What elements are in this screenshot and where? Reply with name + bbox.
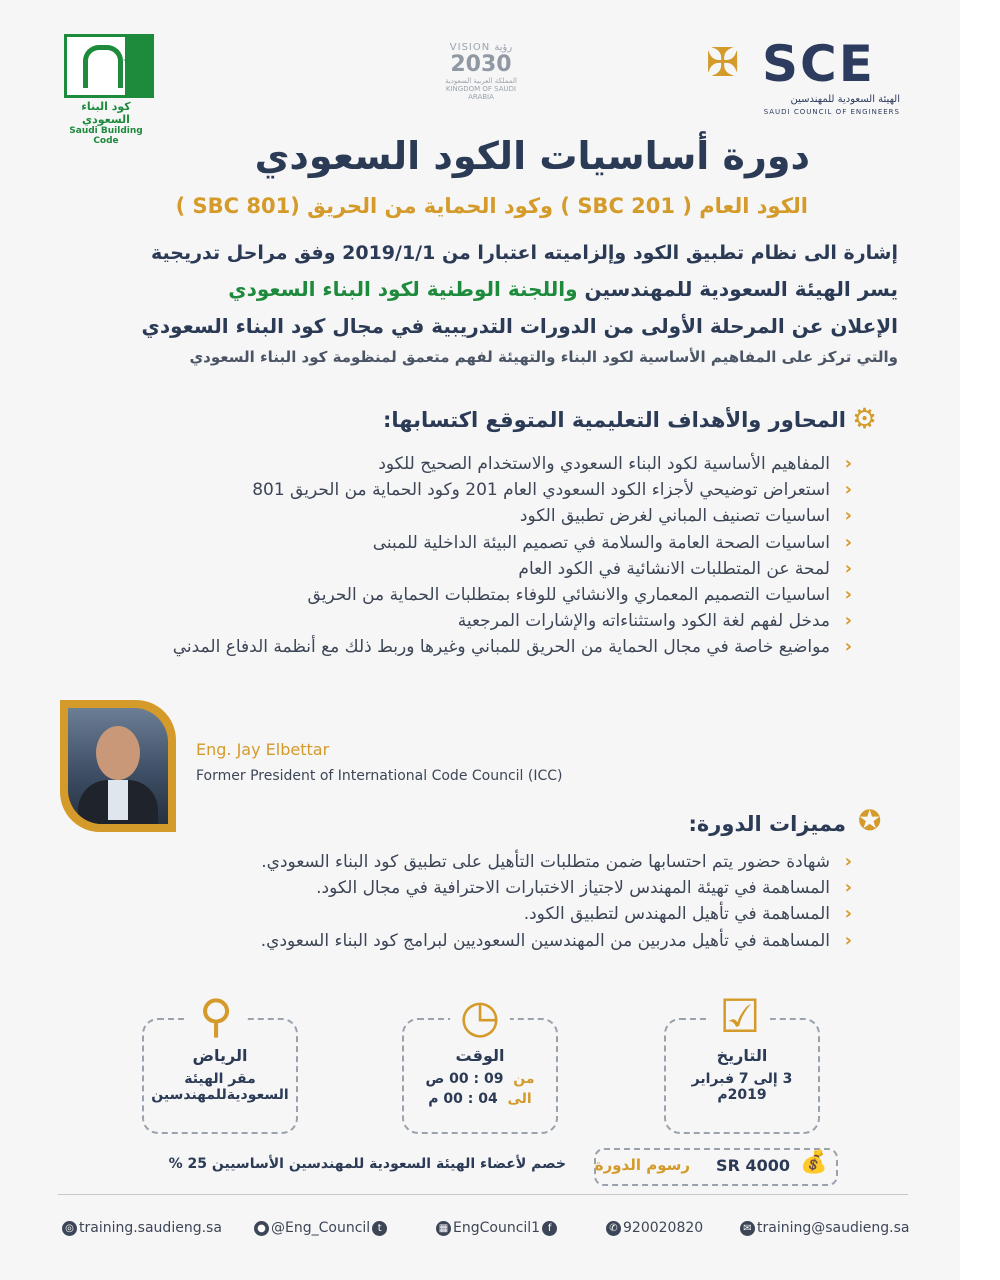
intro-line-4: والتي تركز على المفاهيم الأساسية لكود البناء والتهيئة لفهم متعمق لمنظومة كود البناء السعودي bbox=[189, 348, 898, 366]
chevron-icon: ‹ bbox=[844, 903, 852, 925]
list-item: ‹ المساهمة في تهيئة المهندس لاجتياز الاختبارات الاحترافية في مجال الكود. bbox=[72, 875, 852, 901]
location-title: الرياض bbox=[192, 1046, 248, 1065]
date-line-2: 2019م bbox=[717, 1087, 767, 1103]
vision-2030-logo bbox=[436, 42, 526, 101]
gears-target-icon: ⚙ bbox=[852, 402, 878, 435]
saudi-building-code-logo bbox=[58, 34, 154, 146]
chevron-icon: ‹ bbox=[844, 479, 852, 501]
facebook-icon: f bbox=[542, 1221, 557, 1236]
list-item: ‹ اساسيات التصميم المعماري والانشائي للوفاء بمتطلبات الحماية من الحريق bbox=[72, 582, 852, 608]
envelope-icon: ✉ bbox=[740, 1221, 755, 1236]
award-ribbon-icon: ✪ bbox=[858, 804, 882, 837]
member-discount: خصم لأعضاء الهيئة السعودية للمهندسين الأساسيين 25 % bbox=[168, 1156, 566, 1172]
intro-line-2 bbox=[228, 277, 898, 301]
list-item: ‹ مواضيع خاصة في مجال الحماية من الحريق للمباني وغيرها وربط ذلك مع أنظمة الدفاع المدني bbox=[72, 634, 852, 660]
footer-divider bbox=[58, 1194, 908, 1195]
intro-line-2b: واللجنة الوطنية لكود البناء السعودي bbox=[228, 277, 578, 301]
chevron-icon: ‹ bbox=[844, 505, 852, 527]
chevron-icon: ‹ bbox=[844, 610, 852, 632]
list-item: ‹ اساسيات تصنيف المباني لغرض تطبيق الكود bbox=[72, 503, 852, 529]
sce-logo-arabic: الهيئة السعودية للمهندسين bbox=[790, 94, 900, 105]
sce-logo-english: SAUDI COUNCIL OF ENGINEERS bbox=[763, 108, 900, 116]
list-item: ‹ شهادة حضور يتم احتسابها ضمن متطلبات التأهيل على تطبيق كود البناء السعودي. bbox=[72, 849, 852, 875]
chevron-icon: ‹ bbox=[844, 584, 852, 606]
clock-icon: ◷ bbox=[450, 986, 510, 1046]
location-line-1: مقر الهيئة bbox=[184, 1071, 256, 1087]
speaker-photo-frame bbox=[60, 700, 176, 832]
speaker-photo bbox=[68, 708, 168, 824]
objectives-list bbox=[72, 451, 852, 661]
page-title: دورة أساسيات الكود السعودي bbox=[254, 134, 810, 178]
map-pin-icon: ⚲ bbox=[186, 986, 246, 1046]
coins-bag-icon: 💰 bbox=[800, 1150, 828, 1175]
sce-logo-text: SCE bbox=[762, 35, 875, 93]
vision-logo-sub: المملكة العربية السعودية KINGDOM OF SAUDI ARABIA bbox=[445, 77, 517, 101]
time-to-value: 04 : 00 م bbox=[428, 1091, 498, 1107]
features-list bbox=[72, 849, 852, 954]
chevron-icon: ‹ bbox=[844, 636, 852, 658]
vision-logo-year: 2030 bbox=[450, 52, 512, 77]
right-margin bbox=[960, 0, 1000, 1280]
chevron-icon: ‹ bbox=[844, 929, 852, 951]
palm-swords-emblem-icon: ✠ bbox=[706, 40, 740, 86]
sbc-logo-arabic: كود البناء السعودي bbox=[81, 100, 131, 126]
time-title: الوقت bbox=[455, 1046, 505, 1065]
time-to bbox=[404, 1091, 556, 1107]
list-item: ‹ استعراض توضيحي لأجزاء الكود السعودي العام 201 وكود الحماية من الحريق 801 bbox=[72, 477, 852, 503]
list-item: ‹ لمحة عن المتطلبات الانشائية في الكود العام bbox=[72, 556, 852, 582]
date-line-1: 3 إلى 7 فبراير bbox=[691, 1071, 793, 1087]
fee-price: SR 4000 bbox=[716, 1156, 790, 1175]
chevron-icon: ‹ bbox=[844, 453, 852, 474]
phone-icon: ✆ bbox=[606, 1221, 621, 1236]
calendar-check-icon: ☑ bbox=[710, 986, 770, 1046]
chevron-icon: ‹ bbox=[844, 531, 852, 553]
speaker-role: Former President of International Code Council (ICC) bbox=[196, 768, 563, 784]
chevron-icon: ‹ bbox=[844, 557, 852, 579]
chevron-icon: ‹ bbox=[844, 877, 852, 899]
sbc-emblem-icon: ✦ bbox=[64, 34, 154, 98]
twitter-icon: t bbox=[372, 1221, 387, 1236]
location-line-2: السعوديةللمهندسين bbox=[151, 1087, 289, 1103]
time-from-label: من bbox=[513, 1071, 535, 1087]
list-item: ‹ المساهمة في تأهيل المهندس لتطبيق الكود. bbox=[72, 901, 852, 927]
footer-website[interactable]: ◎ training.saudieng.sa bbox=[60, 1220, 222, 1236]
page-subtitle: الكود العام ( SBC 201 ) وكود الحماية من الحريق (SBC 801 ) bbox=[175, 194, 808, 218]
intro-line-2a: يسر الهيئة السعودية للمهندسين bbox=[577, 277, 898, 301]
chevron-icon: ‹ bbox=[844, 851, 852, 872]
list-item: ‹ المساهمة في تأهيل مدربين من المهندسين السعوديين لبرامج كود البناء السعودي. bbox=[72, 928, 852, 954]
footer-facebook[interactable]: ▦ EngCouncil1 f bbox=[434, 1220, 559, 1236]
sbc-logo-english: Saudi Building Code bbox=[69, 126, 143, 146]
footer-phone[interactable]: ✆ 920020820 bbox=[604, 1220, 703, 1236]
list-item: ‹ المفاهيم الأساسية لكود البناء السعودي والاستخدام الصحيح للكود bbox=[72, 451, 852, 477]
building-icon: ▦ bbox=[436, 1221, 451, 1236]
list-item: ‹ اساسيات الصحة العامة والسلامة في تصميم البيئة الداخلية للمبنى bbox=[72, 530, 852, 556]
globe-icon: ◎ bbox=[62, 1221, 77, 1236]
fee-label: رسوم الدورة bbox=[594, 1156, 690, 1174]
time-from-value: 09 : 00 ص bbox=[425, 1071, 504, 1087]
list-item: ‹ مدخل لفهم لغة الكود واستثناءاته والإشارات المرجعية bbox=[72, 608, 852, 634]
footer-twitter[interactable]: ● @Eng_Council t bbox=[252, 1220, 389, 1236]
footer-email[interactable]: ✉ training@saudieng.sa bbox=[738, 1220, 909, 1236]
time-to-label: الى bbox=[507, 1091, 532, 1107]
user-icon: ● bbox=[254, 1221, 269, 1236]
intro-line-3: الإعلان عن المرحلة الأولى من الدورات التدريبية في مجال كود البناء السعودي bbox=[141, 314, 898, 338]
speaker-name: Eng. Jay Elbettar bbox=[196, 740, 330, 759]
features-title: مميزات الدورة: bbox=[688, 812, 846, 836]
intro-line-1: إشارة الى نظام تطبيق الكود وإلزاميته اعتبارا من 2019/1/1 وفق مراحل تدريجية bbox=[151, 242, 898, 264]
date-title: التاريخ bbox=[716, 1046, 768, 1065]
time-from bbox=[404, 1071, 556, 1087]
objectives-title: المحاور والأهداف التعليمية المتوقع اكتسابها: bbox=[382, 408, 846, 432]
vision-logo-top: VISION رؤية bbox=[449, 42, 513, 53]
